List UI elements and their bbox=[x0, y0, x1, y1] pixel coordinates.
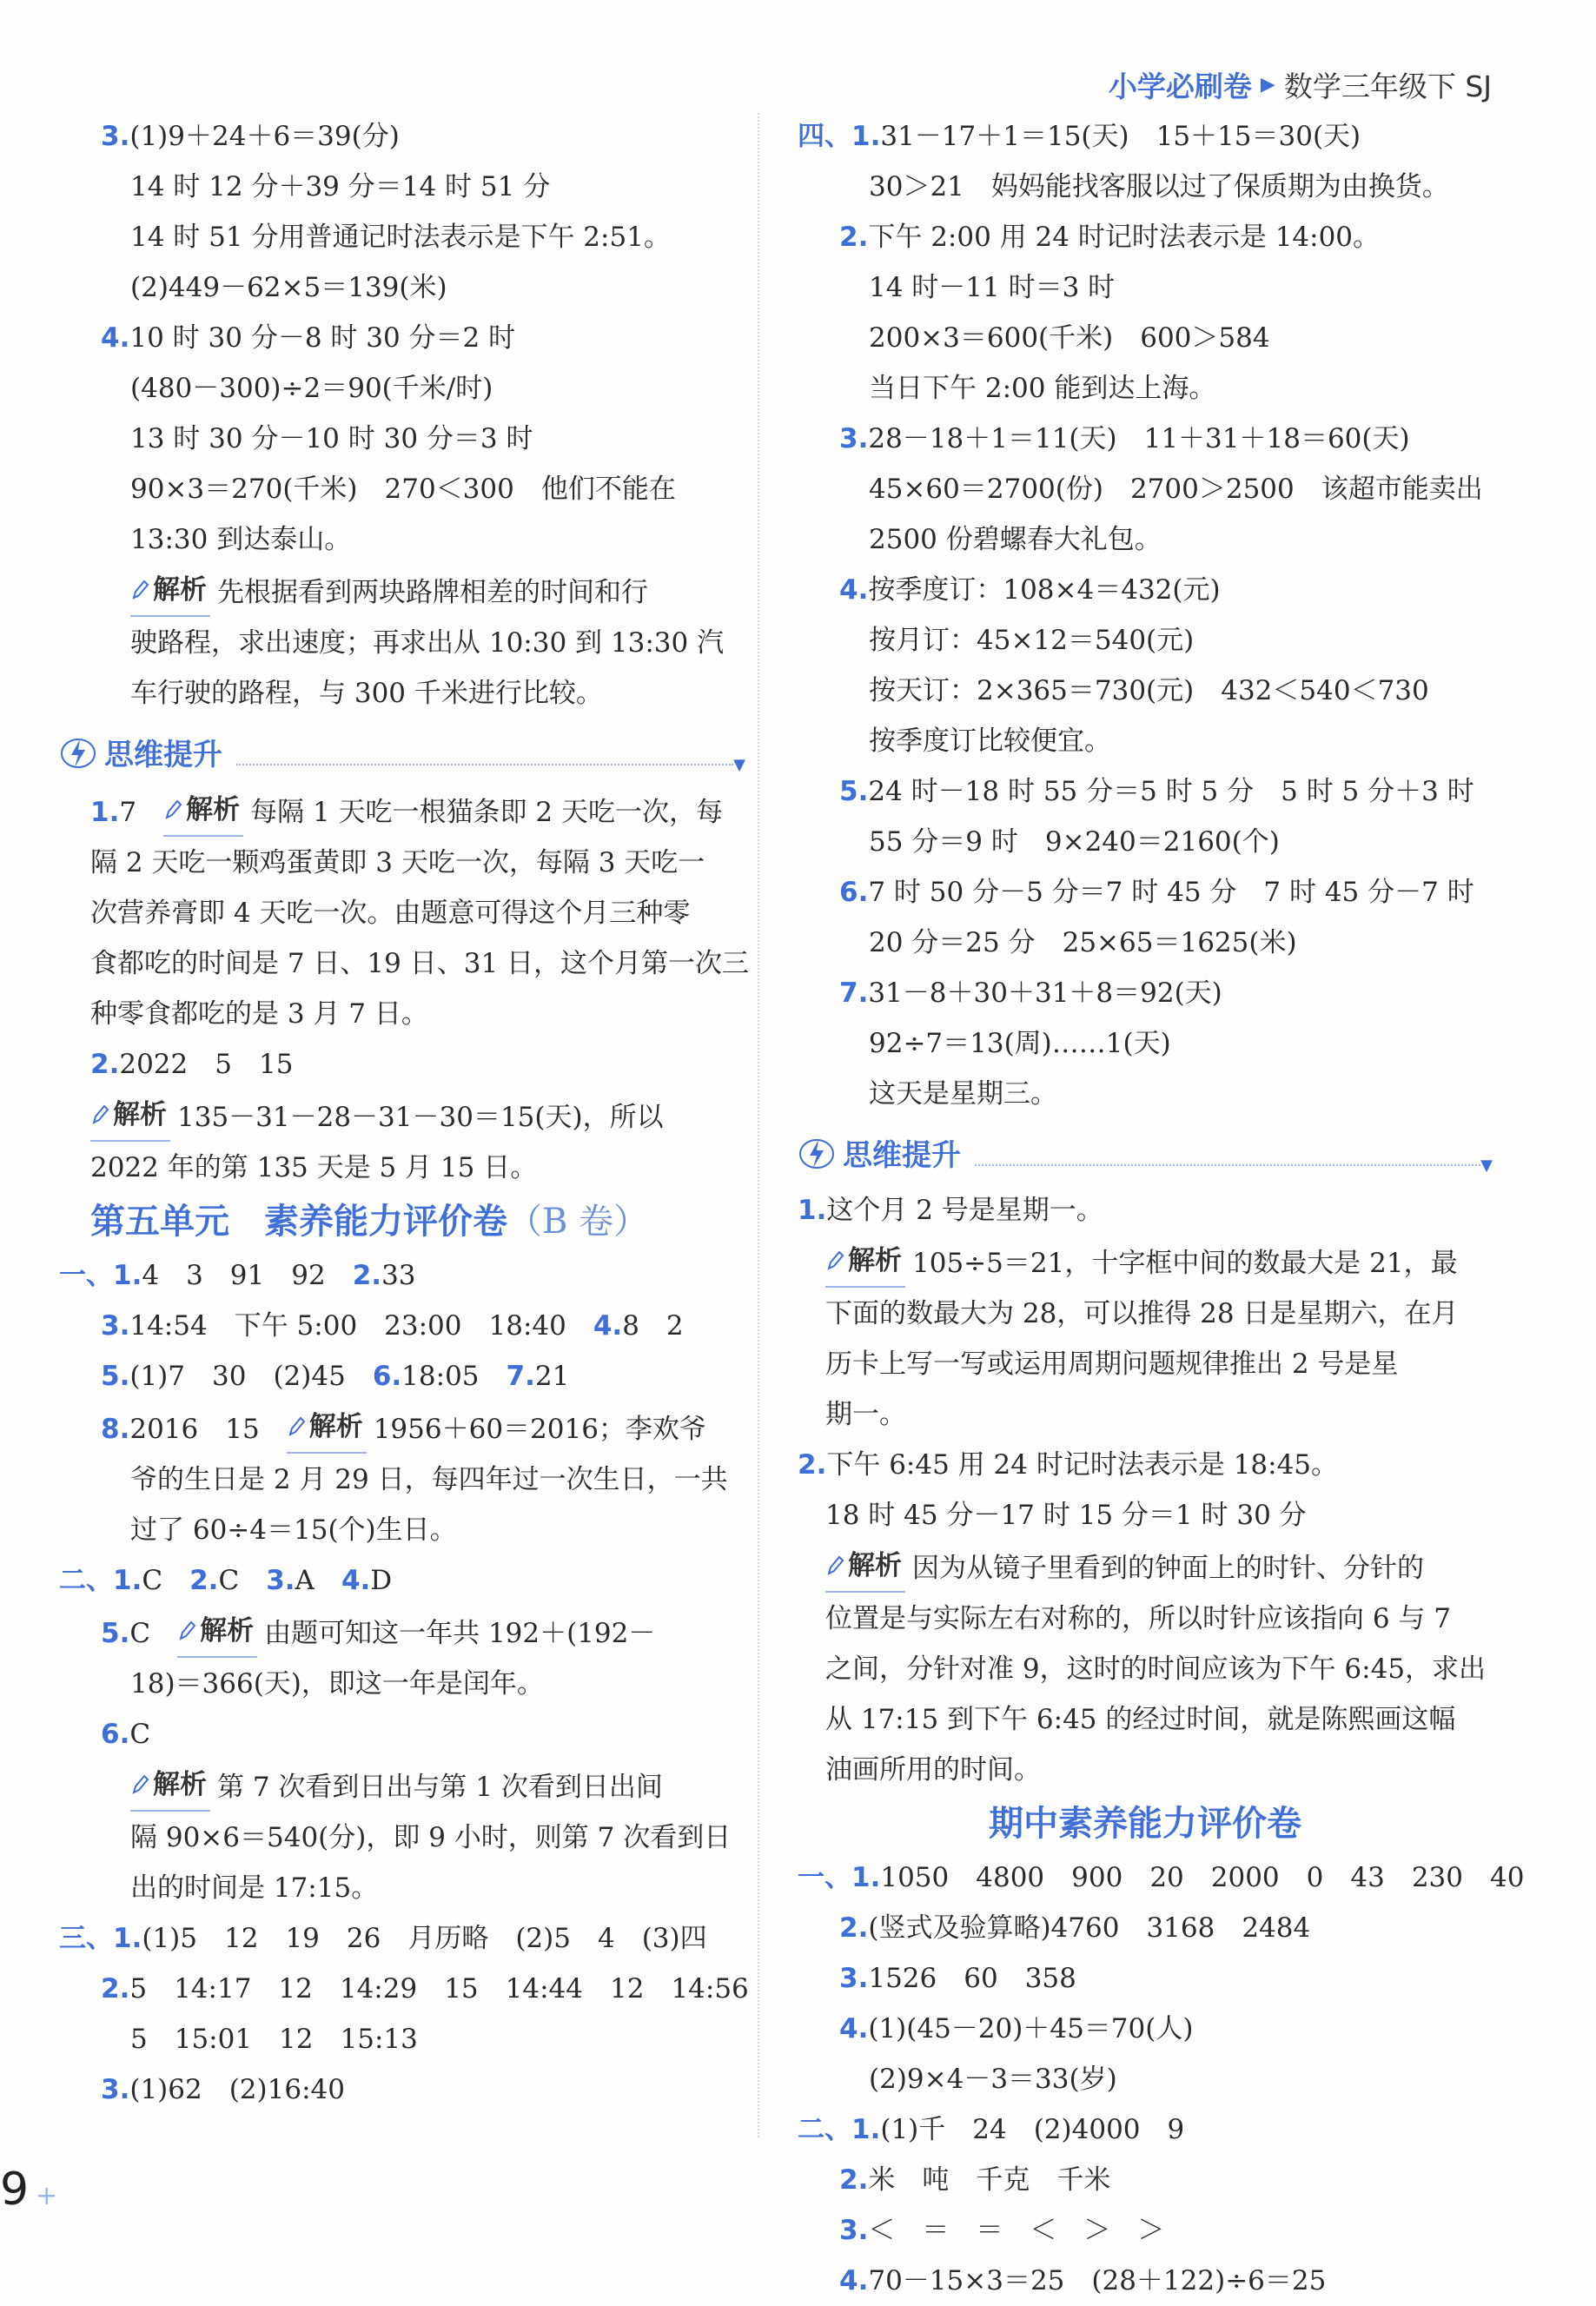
answer-line: 3.28－18＋1＝11(天) 11＋31＋18＝60(天) bbox=[839, 423, 1410, 454]
right-column bbox=[798, 111, 1525, 2306]
answer-line: 5 15:01 12 15:13 bbox=[130, 2024, 418, 2055]
answer-line: 3.1526 60 358 bbox=[839, 1963, 1076, 1994]
pencil-icon bbox=[130, 1773, 149, 1796]
pencil-icon bbox=[90, 1103, 109, 1126]
explanation-line: 下面的数最大为 28，可以推得 28 日是星期六，在月 bbox=[825, 1298, 1459, 1329]
explanation-line: 食都吃的时间是 7 日、19 日、31 日，这个月第一次三 bbox=[90, 948, 750, 979]
book-subtitle: 数学三年级下 SJ bbox=[1283, 70, 1492, 103]
pencil-icon bbox=[825, 1554, 844, 1577]
answer-line: 5.24 时－18 时 55 分＝5 时 5 分 5 时 5 分＋3 时 bbox=[839, 776, 1474, 807]
unit-title: 第五单元 素养能力评价卷（B 卷） bbox=[90, 1201, 649, 1242]
answer-line: 4.10 时 30 分－8 时 30 分＝2 时 bbox=[101, 322, 516, 354]
answer-line: 92÷7＝13(周)……1(天) bbox=[869, 1028, 1171, 1059]
explanation-line: 种零食都吃的是 3 月 7 日。 bbox=[90, 998, 428, 1030]
answer-line: 三、1.(1)5 12 19 26 月历略 (2)5 4 (3)四 bbox=[59, 1923, 707, 1954]
page-header bbox=[1109, 64, 1492, 105]
answer-line: 6.7 时 50 分－5 分＝7 时 45 分 7 时 45 分－7 时 bbox=[839, 877, 1474, 908]
explanation-line: 期一。 bbox=[825, 1399, 906, 1430]
lightning-icon bbox=[798, 1133, 836, 1171]
left-column bbox=[59, 111, 750, 2115]
answer-line: 二、1.(1)千 24 (2)4000 9 bbox=[798, 2114, 1185, 2145]
pencil-icon bbox=[130, 579, 149, 601]
plus-icon: + bbox=[36, 2181, 58, 2211]
answer-line: 4.按季度订：108×4＝432(元) bbox=[839, 574, 1221, 606]
triangle-icon: ▶ bbox=[1260, 74, 1275, 96]
explanation-line: 过了 60÷4＝15(个)生日。 bbox=[130, 1514, 457, 1546]
explanation-label: 解析 bbox=[177, 1606, 257, 1658]
pencil-icon bbox=[825, 1249, 844, 1272]
explanation-line: 车行驶的路程，与 300 千米进行比较。 bbox=[130, 678, 603, 709]
explanation-label: 解析 bbox=[90, 1090, 170, 1142]
answer-line: 2.米 吨 千克 千米 bbox=[839, 2164, 1111, 2196]
answer-line: 3.14:54 下午 5:00 23:00 18:40 4.8 2 bbox=[101, 1310, 684, 1342]
section-header bbox=[59, 724, 745, 779]
explanation-line: 出的时间是 17:15。 bbox=[130, 1872, 379, 1904]
triangle-down-icon: ▼ bbox=[1480, 1156, 1493, 1175]
answer-line: (2)449－62×5＝139(米) bbox=[130, 272, 447, 303]
answer-line: 2.下午 6:45 用 24 时记时法表示是 18:45。 bbox=[798, 1449, 1339, 1481]
answer-line: 55 分＝9 时 9×240＝2160(个) bbox=[869, 826, 1280, 858]
explanation-line: 18)＝366(天)，即这一年是闰年。 bbox=[130, 1668, 544, 1700]
answer-line: 4.(1)(45－20)＋45＝70(人) bbox=[839, 2013, 1194, 2044]
explanation-label: 解析 bbox=[825, 1541, 905, 1593]
answer-line: 5.C 解析 由题可知这一年共 192＋(192－ bbox=[59, 1606, 745, 1659]
explanation-label: 解析 bbox=[130, 565, 210, 617]
section-header bbox=[798, 1124, 1493, 1180]
explanation-label: 解析 bbox=[825, 1236, 905, 1288]
answer-line: 6.C bbox=[101, 1719, 151, 1750]
answer-line: 20 分＝25 分 25×65＝1625(米) bbox=[869, 927, 1297, 958]
lightning-icon bbox=[59, 732, 97, 771]
answer-line: 18 时 45 分－17 时 15 分＝1 时 30 分 bbox=[825, 1500, 1307, 1531]
explanation-line: 隔 90×6＝540(分)，即 9 小时，则第 7 次看到日 bbox=[130, 1822, 732, 1853]
explanation-line: 位置是与实际左右对称的，所以时针应该指向 6 与 7 bbox=[825, 1603, 1452, 1634]
answer-line: 2.2022 5 15 bbox=[90, 1049, 294, 1080]
answer-line: 13:30 到达泰山。 bbox=[130, 524, 352, 555]
answer-line: 2.下午 2:00 用 24 时记时法表示是 14:00。 bbox=[839, 222, 1381, 253]
answer-line: 30＞21 妈妈能找客服以过了保质期为由换货。 bbox=[869, 171, 1449, 202]
explanation-line: 之间，分针对准 9，这时的时间应该为下午 6:45，求出 bbox=[825, 1653, 1487, 1685]
answer-line: 二、1.C 2.C 3.A 4.D bbox=[59, 1565, 393, 1596]
answer-line: 14 时 51 分用普通记时法表示是下午 2:51。 bbox=[130, 222, 671, 253]
answer-line: 45×60＝2700(份) 2700＞2500 该超市能卖出 bbox=[869, 474, 1483, 505]
pencil-icon bbox=[287, 1415, 306, 1438]
answer-line: 8.2016 15 解析 1956＋60＝2016；李欢爷 bbox=[59, 1401, 745, 1455]
answer-line: 按天订：2×365＝730(元) 432＜540＜730 bbox=[869, 675, 1429, 706]
answer-line: 3.(1)9＋24＋6＝39(分) bbox=[101, 121, 400, 152]
explanation-line: 油画所用的时间。 bbox=[825, 1754, 1041, 1786]
explanation-line: 历卡上写一写或运用周期问题规律推出 2 号是星 bbox=[825, 1348, 1399, 1380]
explanation-line: 从 17:15 到下午 6:45 的经过时间，就是陈熙画这幅 bbox=[825, 1704, 1456, 1735]
triangle-down-icon: ▼ bbox=[733, 755, 745, 774]
answer-line: 14 时－11 时＝3 时 bbox=[869, 272, 1116, 303]
explanation-line: 次营养膏即 4 天吃一次。由题意可得这个月三种零 bbox=[90, 898, 691, 929]
explanation-label: 解析 bbox=[163, 785, 243, 837]
answer-line: 14 时 12 分＋39 分＝14 时 51 分 bbox=[130, 171, 551, 202]
answer-line: (2)9×4－3＝33(岁) bbox=[869, 2064, 1117, 2095]
explanation-label: 解析 bbox=[287, 1401, 367, 1454]
answer-line: 1.这个月 2 号是星期一。 bbox=[798, 1195, 1103, 1226]
answer-line: 按月订：45×12＝540(元) bbox=[869, 625, 1195, 656]
brand-title: 小学必刷卷 bbox=[1108, 70, 1252, 103]
answer-line: 3.(1)62 (2)16:40 bbox=[101, 2074, 345, 2105]
explanation-line: 驶路程，求出速度；再求出从 10:30 到 13:30 汽 bbox=[130, 627, 725, 659]
explanation-note: 解析 135－31－28－31－30＝15(天)，所以 bbox=[59, 1090, 745, 1143]
answer-line: 1.7 解析 每隔 1 天吃一根猫条即 2 天吃一次，每 bbox=[59, 785, 745, 838]
answer-line: 按季度订比较便宜。 bbox=[869, 726, 1111, 757]
answer-line: 90×3＝270(千米) 270＜300 他们不能在 bbox=[130, 474, 676, 505]
explanation-note: 解析 先根据看到两块路牌相差的时间和行 bbox=[59, 565, 745, 618]
explanation-note: 解析 第 7 次看到日出与第 1 次看到日出间 bbox=[59, 1759, 745, 1812]
answer-line: 2500 份碧螺春大礼包。 bbox=[869, 524, 1162, 555]
explanation-note: 解析 因为从镜子里看到的钟面上的时针、分针的 bbox=[798, 1541, 1493, 1594]
column-divider bbox=[758, 113, 759, 2137]
answer-line: 一、1.1050 4800 900 20 2000 0 43 230 40 bbox=[798, 1862, 1525, 1893]
midterm-title: 期中素养能力评价卷 bbox=[989, 1803, 1301, 1844]
explanation-note: 解析 105÷5＝21，十字框中间的数最大是 21，最 bbox=[798, 1236, 1493, 1289]
answer-line: 四、1.31－17＋1＝15(天) 15＋15＝30(天) bbox=[798, 121, 1361, 152]
section-title: 思维提升 bbox=[843, 1137, 961, 1173]
explanation-label: 解析 bbox=[130, 1759, 210, 1812]
explanation-line: 2022 年的第 135 天是 5 月 15 日。 bbox=[90, 1152, 538, 1183]
pencil-icon bbox=[177, 1620, 196, 1642]
answer-line: 5.(1)7 30 (2)45 6.18:05 7.21 bbox=[101, 1361, 570, 1392]
answer-line: 3.＜ ＝ ＝ ＜ ＞ ＞ bbox=[839, 2215, 1165, 2246]
answer-line: 2.5 14:17 12 14:29 15 14:44 12 14:56 bbox=[101, 1973, 749, 2004]
answer-line: 这天是星期三。 bbox=[869, 1078, 1057, 1110]
explanation-line: 爷的生日是 2 月 29 日，每四年过一次生日，一共 bbox=[130, 1464, 728, 1495]
answer-line: 当日下午 2:00 能到达上海。 bbox=[869, 373, 1216, 404]
answer-line: 一、1.4 3 91 92 2.33 bbox=[59, 1260, 416, 1291]
answer-line: 13 时 30 分－10 时 30 分＝3 时 bbox=[130, 423, 533, 454]
explanation-line: 隔 2 天吃一颗鸡蛋黄即 3 天吃一次，每隔 3 天吃一 bbox=[90, 847, 705, 878]
answer-line: 200×3＝600(千米) 600＞584 bbox=[869, 322, 1270, 354]
pencil-icon bbox=[163, 798, 182, 821]
section-title: 思维提升 bbox=[104, 737, 222, 772]
answer-line: 2.(竖式及验算略)4760 3168 2484 bbox=[839, 1912, 1311, 1944]
answer-line: 4.70－15×3＝25 (28＋122)÷6＝25 bbox=[839, 2265, 1327, 2296]
answer-line: 7.31－8＋30＋31＋8＝92(天) bbox=[839, 977, 1222, 1009]
page-number: 9 + bbox=[0, 2164, 58, 2216]
answer-line: (480－300)÷2＝90(千米/时) bbox=[130, 373, 493, 404]
